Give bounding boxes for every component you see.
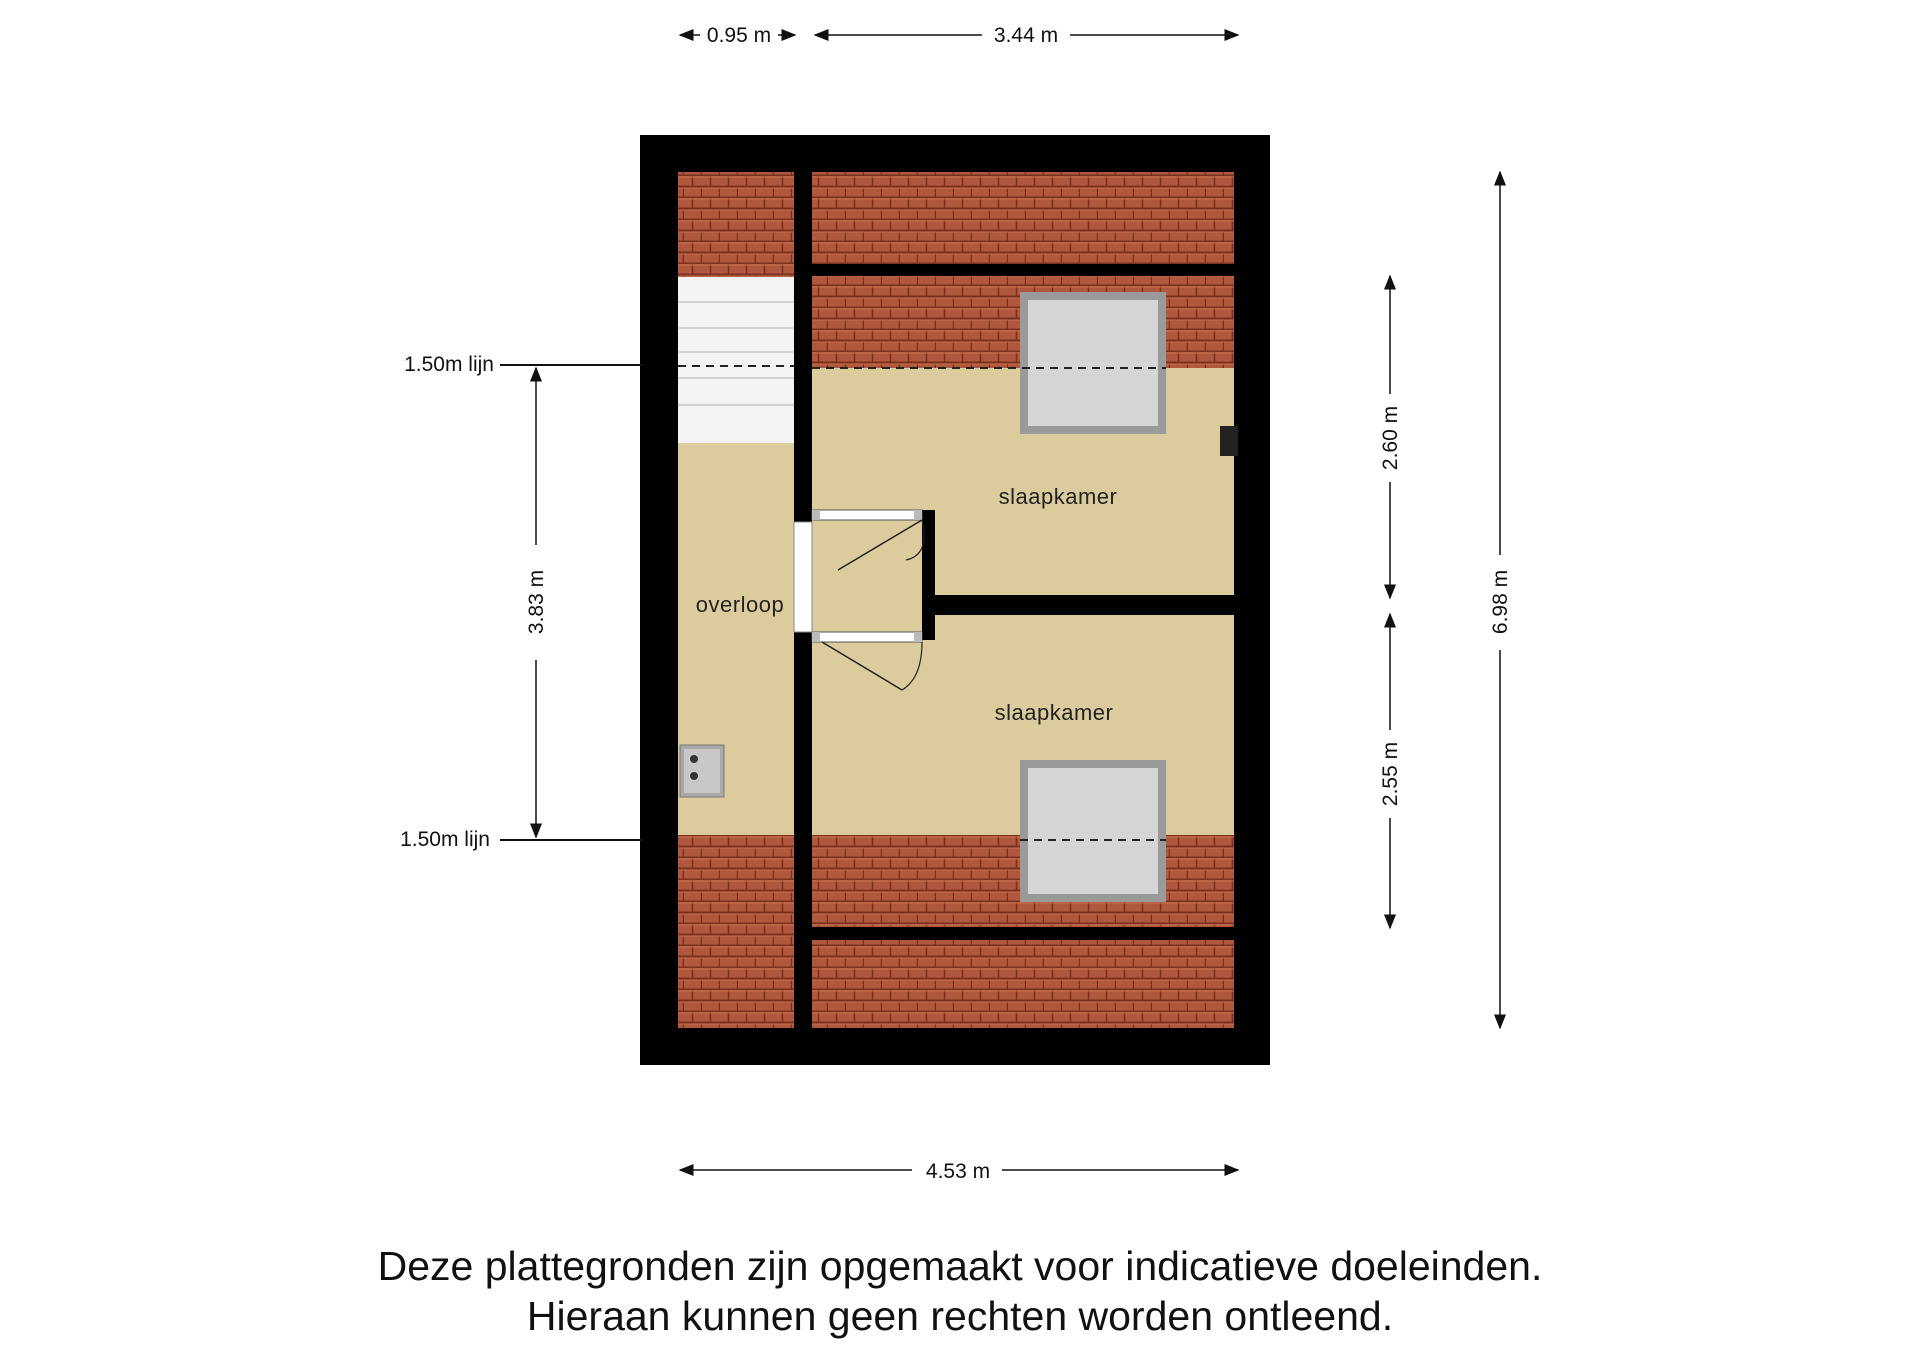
svg-text:2.60 m: 2.60 m <box>1379 405 1402 471</box>
vent-block <box>1220 426 1238 456</box>
landing-opening <box>794 522 812 632</box>
svg-text:3.83 m: 3.83 m <box>525 569 548 635</box>
dimension-top-right <box>815 24 1238 47</box>
dimension-right-lower <box>1379 614 1402 928</box>
dimension-right-total <box>1489 172 1512 1028</box>
svg-text:1.50m lijn: 1.50m lijn <box>400 828 490 851</box>
skylight-top <box>1020 292 1166 434</box>
line-marker-lower <box>400 828 643 851</box>
room-label-bedroom-bottom: slaapkamer <box>994 700 1114 725</box>
dimension-bottom <box>680 1160 1238 1183</box>
svg-text:3.44 m: 3.44 m <box>993 24 1059 47</box>
roof-tiles-left-bottom <box>678 835 794 1028</box>
radiator-icon <box>680 745 724 797</box>
roof-tiles-right-bottom <box>812 940 1234 1028</box>
line-marker-upper <box>404 353 643 376</box>
svg-text:0.95 m: 0.95 m <box>706 24 772 47</box>
dimension-right-upper <box>1379 276 1402 598</box>
staircase <box>678 277 794 443</box>
roof-tiles-right-top <box>812 172 1234 264</box>
roof-tiles-left-top <box>678 172 794 277</box>
dimension-left-height <box>525 368 548 837</box>
svg-text:4.53 m: 4.53 m <box>925 1160 991 1183</box>
disclaimer-line-2: Hieraan kunnen geen rechten worden ontleend. <box>526 1293 1394 1339</box>
skylight-bottom <box>1020 760 1166 902</box>
svg-text:1.50m lijn: 1.50m lijn <box>404 353 494 376</box>
svg-text:2.55 m: 2.55 m <box>1379 741 1402 807</box>
disclaimer-line-1: Deze plattegronden zijn opgemaakt voor indicatieve doeleinden. <box>377 1243 1543 1289</box>
closet-floor <box>812 518 922 636</box>
room-label-landing: overloop <box>695 592 785 617</box>
dimension-top-left <box>680 24 795 47</box>
room-label-bedroom-top: slaapkamer <box>998 484 1118 509</box>
svg-text:6.98 m: 6.98 m <box>1489 569 1512 635</box>
